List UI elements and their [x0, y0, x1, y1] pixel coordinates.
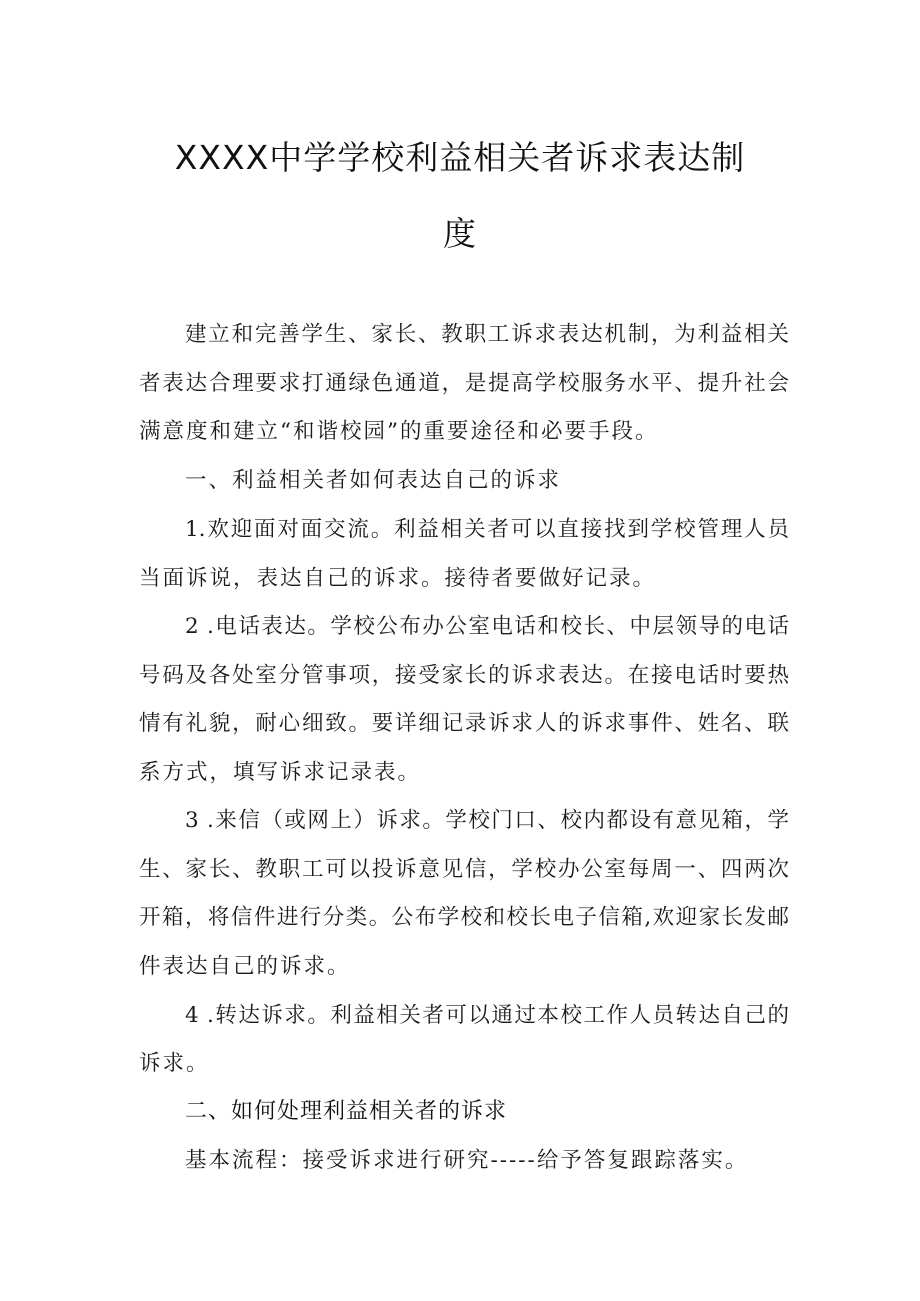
- item-2-line-2: 号码及各处室分管事项，接受家长的诉求表达。在接电话时要热: [139, 663, 789, 688]
- intro-line-3: 满意度和建立“和谐校园”的重要途径和必要手段。: [139, 419, 659, 444]
- item-2-line-1: 2 .电话表达。学校公布办公室电话和校长、中层领导的电话: [185, 614, 789, 639]
- document-title-line-1: XXXX中学学校利益相关者诉求表达制: [174, 138, 746, 177]
- item-2-line-3: 情有礼貌，耐心细致。要详细记录诉求人的诉求事件、姓名、联: [139, 711, 789, 736]
- item-3-line-1: 3 .来信（或网上）诉求。学校门口、校内都设有意见箱，学: [185, 808, 789, 833]
- item-3-line-3: 开箱，将信件进行分类。公布学校和校长电子信箱,欢迎家长发邮: [139, 905, 789, 930]
- process-line: 基本流程：接受诉求进行研究-----给予答复跟踪落实。: [185, 1148, 749, 1173]
- section-2-heading: 二、如何处理利益相关者的诉求: [185, 1099, 508, 1124]
- item-2-line-4: 系方式，填写诉求记录表。: [139, 760, 422, 785]
- item-1-line-1: 1.欢迎面对面交流。利益相关者可以直接找到学校管理人员: [185, 517, 789, 542]
- document-title-line-2: 度: [443, 214, 477, 253]
- item-1-line-2: 当面诉说，表达自己的诉求。接待者要做好记录。: [139, 566, 657, 591]
- item-3-line-2: 生、家长、教职工可以投诉意见信，学校办公室每周一、四两次: [139, 857, 789, 882]
- intro-line-2: 者表达合理要求打通绿色通道，是提高学校服务水平、提升社会: [139, 371, 789, 396]
- section-1-heading: 一、利益相关者如何表达自己的诉求: [185, 468, 562, 493]
- item-4-line-2: 诉求。: [139, 1051, 210, 1076]
- intro-line-1: 建立和完善学生、家长、教职工诉求表达机制，为利益相关: [185, 322, 789, 347]
- item-3-line-4: 件表达自己的诉求。: [139, 954, 351, 979]
- item-4-line-1: 4 .转达诉求。利益相关者可以通过本校工作人员转达自己的: [185, 1003, 789, 1028]
